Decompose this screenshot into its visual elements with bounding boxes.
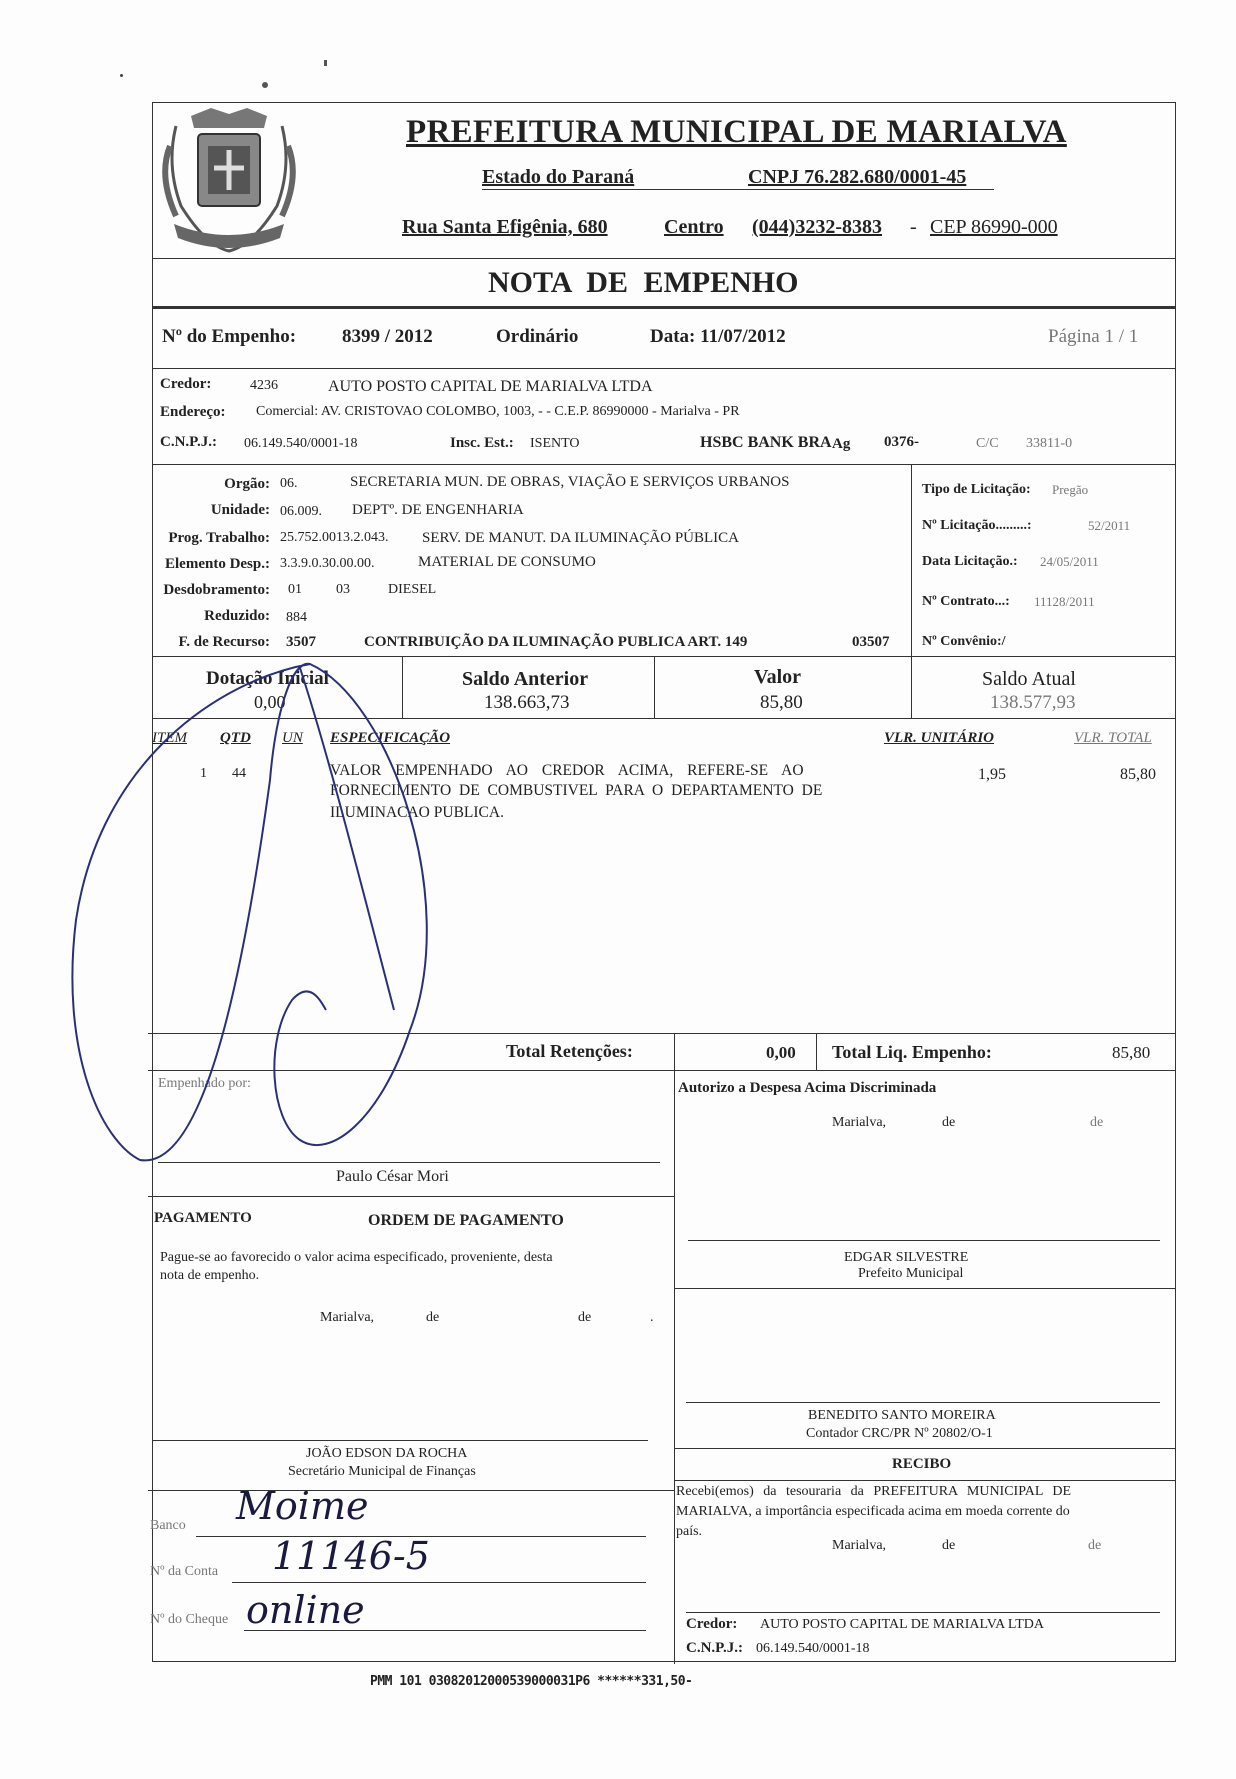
row-desc-line2: FORNECIMENTO DE COMBUSTIVEL PARA O DEPARTAMENTO DE bbox=[330, 782, 823, 799]
signature-line bbox=[688, 1240, 1160, 1241]
conta-label: Nº da Conta bbox=[150, 1564, 219, 1579]
divider bbox=[152, 258, 1175, 259]
recibo-marialva: Marialva, bbox=[832, 1538, 887, 1553]
desdobramento-label: Desdobramento: bbox=[163, 582, 270, 598]
divider bbox=[152, 718, 1175, 719]
recibo-credor-label: Credor: bbox=[686, 1616, 738, 1632]
tipo-licitacao: Pregão bbox=[1052, 482, 1089, 497]
conta-line bbox=[232, 1582, 646, 1583]
col-especificacao: ESPECIFICAÇÃO bbox=[330, 730, 451, 746]
agencia-label: Ag bbox=[832, 436, 851, 452]
empenho-numero: 8399 / 2012 bbox=[342, 326, 433, 347]
unidade-label: Unidade: bbox=[210, 502, 270, 518]
cheque-handwritten: online bbox=[246, 1588, 365, 1632]
empenhado-label: Empenhado por: bbox=[158, 1076, 251, 1091]
prefeito-nome: EDGAR SILVESTRE bbox=[844, 1250, 969, 1265]
divider bbox=[148, 1490, 674, 1491]
col-item: ITEM bbox=[152, 730, 187, 746]
divider bbox=[152, 306, 1175, 309]
divider bbox=[816, 1033, 817, 1071]
elemento-label: Elemento Desp.: bbox=[165, 556, 270, 572]
convenio-label: Nº Convênio:/ bbox=[922, 634, 1006, 649]
prefeito-cargo: Prefeito Municipal bbox=[858, 1266, 964, 1281]
unidade-cod: 06.009. bbox=[280, 504, 322, 519]
divider bbox=[674, 1033, 675, 1071]
coat-of-arms-icon bbox=[156, 106, 302, 256]
autorizo: Autorizo a Despesa Acima Discriminada bbox=[678, 1080, 937, 1096]
saldo-atual: 138.577,93 bbox=[990, 692, 1076, 713]
col-un: UN bbox=[282, 730, 303, 746]
row-item: 1 bbox=[200, 766, 207, 781]
divider bbox=[674, 1448, 1175, 1449]
desdob-b: 03 bbox=[336, 582, 350, 597]
pagamento-de-2: de bbox=[578, 1310, 592, 1325]
credor-label: Credor: bbox=[160, 376, 212, 392]
banco-handwritten: Moime bbox=[236, 1484, 369, 1528]
empenhado-nome: Paulo César Mori bbox=[336, 1168, 449, 1185]
retencoes-label: Total Retenções: bbox=[506, 1041, 633, 1061]
data-licitacao-label: Data Licitação.: bbox=[922, 554, 1018, 569]
divider bbox=[911, 656, 912, 718]
banco-label: Banco bbox=[150, 1518, 186, 1533]
col-vlr-total: VLR. TOTAL bbox=[1074, 730, 1152, 746]
endereco-label: Endereço: bbox=[160, 404, 226, 420]
recibo-l1: Recebi(emos) da tesouraria da PREFEITURA MUNICIPAL DE bbox=[676, 1484, 1072, 1499]
orgao-cod: 06. bbox=[280, 476, 298, 491]
agencia-value: 0376- bbox=[884, 434, 919, 450]
row-desc-line3: ILUMINACAO PUBLICA. bbox=[330, 804, 504, 821]
recurso-label: F. de Recurso: bbox=[178, 634, 270, 650]
signature-line bbox=[686, 1402, 1160, 1403]
divider bbox=[674, 1480, 1175, 1481]
header-underline bbox=[482, 189, 994, 190]
insc-label: Insc. Est.: bbox=[450, 435, 514, 451]
speck bbox=[262, 82, 268, 88]
divider bbox=[148, 1070, 1175, 1071]
estado: Estado do Paraná bbox=[482, 166, 635, 188]
reduzido-label: Reduzido: bbox=[204, 608, 270, 624]
autorizo-de-2: de bbox=[1090, 1115, 1104, 1130]
col-vlr-unitario: VLR. UNITÁRIO bbox=[884, 730, 995, 746]
pagamento-ponto: . bbox=[650, 1310, 654, 1325]
recibo-l2: MARIALVA, a importância especificada acima em moeda corrente do bbox=[676, 1504, 1070, 1519]
ordem-pagamento: ORDEM DE PAGAMENTO bbox=[368, 1212, 564, 1229]
elemento-cod: 3.3.9.0.30.00.00. bbox=[280, 556, 375, 571]
retencoes: 0,00 bbox=[766, 1043, 796, 1062]
divider bbox=[911, 464, 912, 656]
saldo-anterior-label: Saldo Anterior bbox=[462, 668, 589, 690]
desdob-a: 01 bbox=[288, 582, 302, 597]
credor-cnpj: 06.149.540/0001-18 bbox=[244, 436, 358, 451]
empenho-tipo: Ordinário bbox=[496, 326, 579, 347]
contador-cargo: Contador CRC/PR Nº 20802/O-1 bbox=[806, 1426, 993, 1441]
recibo-de-1: de bbox=[942, 1538, 956, 1553]
signature-line bbox=[686, 1612, 1160, 1613]
autorizo-marialva: Marialva, bbox=[832, 1115, 887, 1130]
row-qtd: 44 bbox=[232, 766, 246, 781]
orgao-label: Orgão: bbox=[224, 476, 270, 492]
reduzido: 884 bbox=[286, 610, 307, 625]
divider bbox=[152, 656, 1175, 657]
valor: 85,80 bbox=[760, 692, 803, 713]
telefone: (044)3232-8383 bbox=[752, 216, 882, 238]
num-licitacao-label: Nº Licitação.........: bbox=[922, 518, 1032, 533]
secretario-cargo: Secretário Municipal de Finanças bbox=[288, 1464, 476, 1479]
separator: - bbox=[910, 216, 917, 238]
elemento: MATERIAL DE CONSUMO bbox=[418, 554, 596, 570]
recurso: CONTRIBUIÇÃO DA ILUMINAÇÃO PUBLICA ART. 149 bbox=[364, 634, 748, 650]
prog-label: Prog. Trabalho: bbox=[168, 530, 270, 546]
contrato: 11128/2011 bbox=[1034, 594, 1095, 609]
divider bbox=[674, 1070, 675, 1664]
cnpj-label: C.N.P.J.: bbox=[160, 434, 217, 450]
divider bbox=[674, 1288, 1175, 1289]
divider bbox=[148, 1196, 674, 1197]
saldo-anterior: 138.663,73 bbox=[484, 692, 570, 713]
doc-title: NOTA DE EMPENHO bbox=[488, 266, 799, 299]
dotacao: 0,00 bbox=[254, 692, 286, 712]
signature-line bbox=[158, 1162, 660, 1163]
prog-cod: 25.752.0013.2.043. bbox=[280, 530, 389, 545]
page-title: PREFEITURA MUNICIPAL DE MARIALVA bbox=[406, 114, 1067, 150]
liq: 85,80 bbox=[1112, 1043, 1151, 1062]
pagamento-marialva: Marialva, bbox=[320, 1310, 375, 1325]
desdob: DIESEL bbox=[388, 582, 437, 597]
recibo-l3: país. bbox=[676, 1524, 703, 1539]
recibo-credor: AUTO POSTO CAPITAL DE MARIALVA LTDA bbox=[760, 1617, 1044, 1632]
signature-line bbox=[152, 1440, 648, 1441]
banco-credor: HSBC BANK BRA bbox=[700, 434, 832, 451]
recurso-cod: 3507 bbox=[286, 634, 316, 650]
divider bbox=[152, 464, 1175, 465]
secretario-nome: JOÃO EDSON DA ROCHA bbox=[306, 1446, 468, 1461]
cep: CEP 86990-000 bbox=[930, 216, 1058, 238]
data-licitacao: 24/05/2011 bbox=[1040, 554, 1099, 569]
num-licitacao: 52/2011 bbox=[1088, 518, 1131, 533]
recibo-titulo: RECIBO bbox=[892, 1456, 952, 1472]
speck bbox=[324, 60, 327, 66]
prog: SERV. DE MANUT. DA ILUMINAÇÃO PÚBLICA bbox=[422, 530, 740, 546]
cc-value: 33811-0 bbox=[1026, 436, 1073, 451]
recibo-cnpj: 06.149.540/0001-18 bbox=[756, 1641, 870, 1656]
recurso-cod2: 03507 bbox=[852, 634, 890, 650]
endereco-prefeitura: Rua Santa Efigênia, 680 bbox=[402, 216, 608, 238]
row-desc-line1: VALOR EMPENHADO AO CREDOR ACIMA, REFERE-SE AO bbox=[330, 762, 804, 779]
cheque-label: Nº do Cheque bbox=[150, 1612, 229, 1627]
cheque-line bbox=[244, 1630, 646, 1631]
pagamento-texto-2: nota de empenho. bbox=[160, 1268, 260, 1283]
valor-label: Valor bbox=[754, 666, 802, 688]
divider bbox=[654, 656, 655, 718]
contador-nome: BENEDITO SANTO MOREIRA bbox=[808, 1408, 996, 1423]
recibo-de-2: de bbox=[1088, 1538, 1102, 1553]
divider bbox=[402, 656, 403, 718]
dotacao-label: Dotação Inicial bbox=[206, 668, 329, 689]
row-vlr-total: 85,80 bbox=[1120, 766, 1156, 783]
contrato-label: Nº Contrato...: bbox=[922, 594, 1010, 609]
tipo-licitacao-label: Tipo de Licitação: bbox=[922, 482, 1031, 497]
centro: Centro bbox=[664, 216, 724, 238]
col-qtd: QTD bbox=[220, 730, 251, 746]
orgao: SECRETARIA MUN. DE OBRAS, VIAÇÃO E SERVIÇOS URBANOS bbox=[350, 474, 790, 490]
cc-label: C/C bbox=[976, 436, 999, 451]
liq-label: Total Liq. Empenho: bbox=[832, 1042, 992, 1062]
pagamento-label: PAGAMENTO bbox=[154, 1210, 252, 1226]
divider bbox=[152, 368, 1175, 369]
saldo-atual-label: Saldo Atual bbox=[982, 668, 1076, 690]
speck bbox=[120, 74, 123, 77]
credor-nome: AUTO POSTO CAPITAL DE MARIALVA LTDA bbox=[328, 378, 653, 395]
pagamento-de-1: de bbox=[426, 1310, 440, 1325]
pagina: Página 1 / 1 bbox=[1048, 326, 1139, 347]
insc-value: ISENTO bbox=[530, 436, 580, 451]
row-vlr-unitario: 1,95 bbox=[978, 766, 1006, 783]
empenho-data: Data: 11/07/2012 bbox=[650, 326, 786, 347]
credor-endereco: Comercial: AV. CRISTOVAO COLOMBO, 1003, - - C.E.P. 86990000 - Marialva - PR bbox=[256, 404, 740, 419]
divider bbox=[148, 1033, 1175, 1034]
pagamento-texto-1: Pague-se ao favorecido o valor acima especificado, proveniente, desta bbox=[160, 1250, 553, 1265]
autorizo-de-1: de bbox=[942, 1115, 956, 1130]
conta-handwritten: 11146-5 bbox=[272, 1534, 430, 1578]
rodape-codigo: PMM 101 03082012000539000031P6 ******331,50- bbox=[370, 1674, 693, 1689]
cnpj-prefeitura: CNPJ 76.282.680/0001-45 bbox=[748, 166, 967, 188]
recibo-cnpj-label: C.N.P.J.: bbox=[686, 1640, 743, 1656]
empenho-label: Nº do Empenho: bbox=[162, 326, 297, 347]
unidade: DEPTº. DE ENGENHARIA bbox=[352, 502, 524, 518]
credor-codigo: 4236 bbox=[250, 378, 278, 393]
